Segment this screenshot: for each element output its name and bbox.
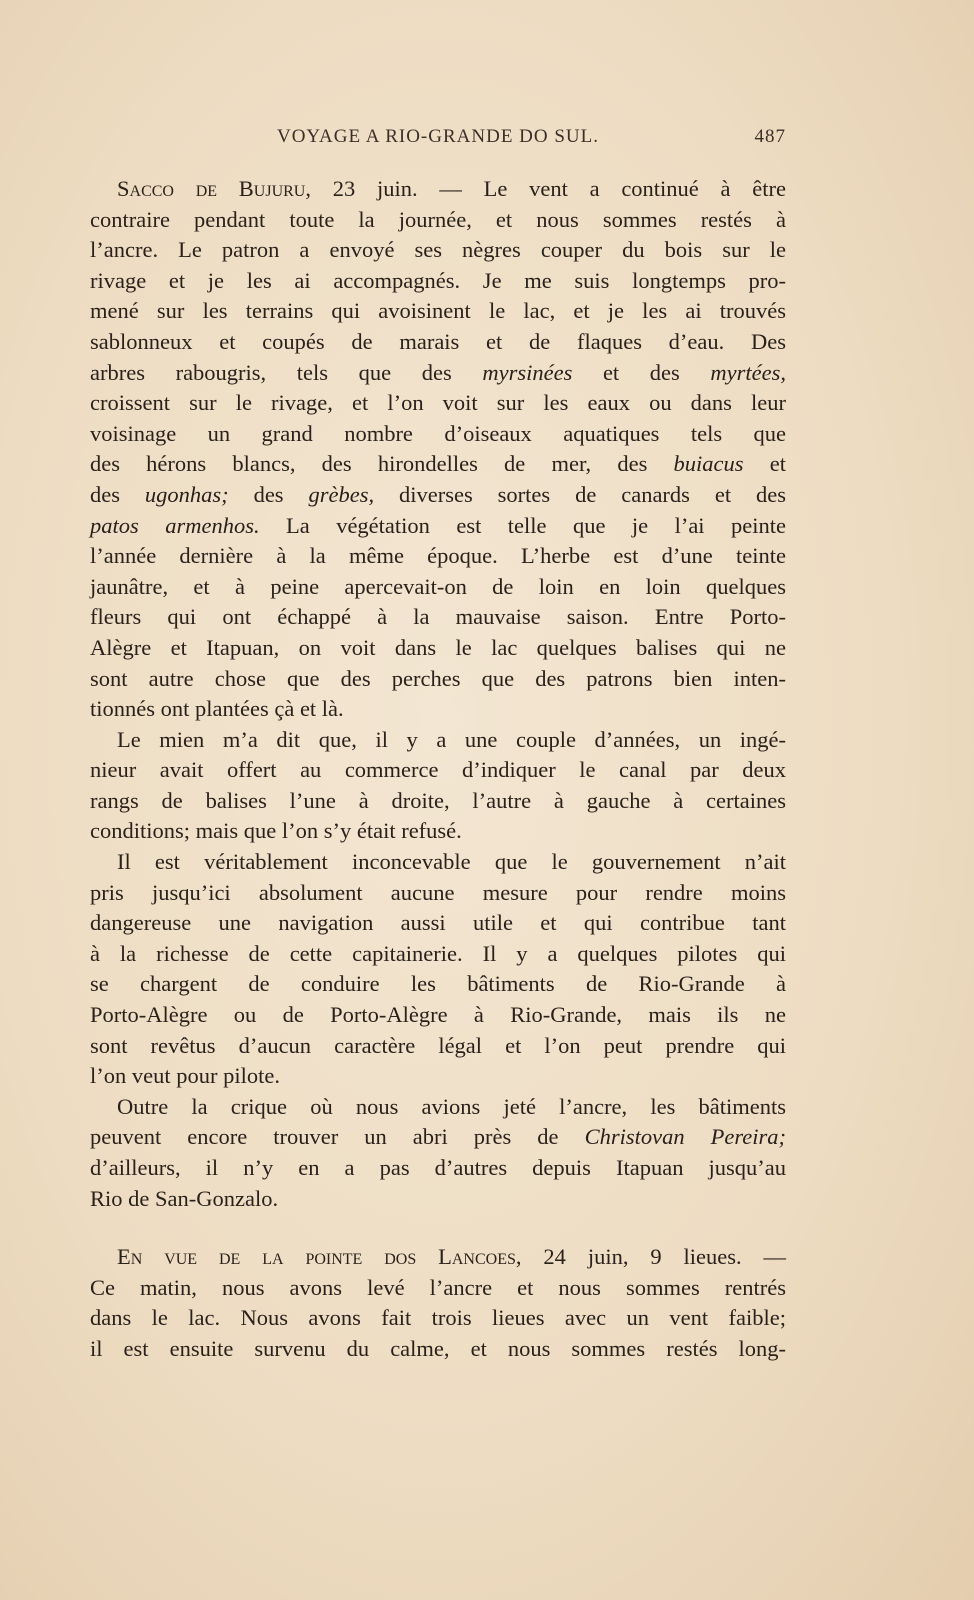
text-segment: à la richesse de cette capitainerie. Il y a quelques pilotes qui <box>90 940 786 966</box>
text-segment: se chargent de conduire les bâtiments de Rio-Grande à <box>90 971 786 997</box>
text-line <box>90 541 786 572</box>
text-line <box>90 388 786 419</box>
text-segment: jaunâtre, et à peine apercevait-on de loin en loin quelques <box>90 573 786 599</box>
text-segment: l’on veut pour pilote. <box>90 1063 280 1089</box>
text-segment: Ce matin, nous avons levé l’ancre et nous sommes rentrés <box>90 1274 786 1300</box>
text-segment: rangs de balises l’une à droite, l’autre à gauche à certaines <box>90 787 786 813</box>
text-segment: Le mien m’a dit que, il y a une couple d’années, un ingé- <box>117 726 786 752</box>
text-line <box>90 1184 786 1215</box>
text-segment: peuvent encore trouver un abri près de <box>90 1124 585 1150</box>
text-segment: rivage et je les ai accompagnés. Je me suis longtemps pro- <box>90 267 786 293</box>
text-line <box>90 908 786 939</box>
text-line <box>90 266 786 297</box>
text-segment: et des <box>572 359 711 385</box>
text-segment: La végétation est telle que je l’ai peinte <box>259 512 786 538</box>
text-line <box>90 969 786 1000</box>
text-line <box>90 572 786 603</box>
text-segment: conditions; mais que l’on s’y était refusé. <box>90 818 462 844</box>
text-line <box>90 327 786 358</box>
text-segment: des <box>90 481 145 507</box>
text-line <box>90 1122 786 1153</box>
text-line <box>90 694 786 725</box>
text-line <box>90 816 786 847</box>
text-line <box>90 1334 786 1365</box>
italic-text: myrsinées <box>482 359 573 385</box>
italic-text: ugonhas; <box>144 481 229 507</box>
page-number: 487 <box>754 126 786 147</box>
text-line <box>90 1061 786 1092</box>
text-line <box>90 725 786 756</box>
text-segment: sont revêtus d’aucun caractère légal et l’on peut prendre qui <box>90 1032 786 1058</box>
italic-text: patos armenhos. <box>90 512 260 538</box>
text-line <box>90 205 786 236</box>
text-segment: 24 juin, 9 lieues. — <box>521 1244 787 1270</box>
text-line <box>90 1092 786 1123</box>
text-line <box>90 235 786 266</box>
text-line <box>90 511 786 542</box>
text-segment: sablonneux et coupés de marais et de flaques d’eau. Des <box>90 328 786 354</box>
text-segment: Rio de San-Gonzalo. <box>90 1185 279 1211</box>
text-line <box>90 419 786 450</box>
text-line <box>90 1273 786 1304</box>
text-segment: sont autre chose que des perches que des patrons bien inten- <box>90 665 786 691</box>
text-line <box>90 939 786 970</box>
text-segment: Outre la crique où nous avions jeté l’ancre, les bâtiments <box>117 1093 786 1119</box>
text-segment: Porto-Alègre ou de Porto-Alègre à Rio-Grande, mais ils ne <box>90 1002 786 1028</box>
text-segment: l’année dernière à la même époque. L’herbe est d’une teinte <box>90 543 786 569</box>
text-segment: des hérons blancs, des hirondelles de mer, des <box>90 451 674 477</box>
text-segment: contraire pendant toute la journée, et nous sommes restés à <box>90 206 786 232</box>
text-line <box>90 878 786 909</box>
italic-text: myrtées, <box>710 359 786 385</box>
text-line <box>90 449 786 480</box>
text-line <box>90 602 786 633</box>
text-segment: dans le lac. Nous avons fait trois lieues avec un vent faible; <box>90 1305 786 1331</box>
text-segment: Il est véritablement inconcevable que le gouvernement n’ait <box>117 849 786 875</box>
text-segment: des <box>228 481 309 507</box>
italic-text: buiacus <box>673 451 744 477</box>
text-line <box>90 633 786 664</box>
italic-text: grèbes, <box>308 481 375 507</box>
text-segment: pris jusqu’ici absolument aucune mesure pour rendre moins <box>90 879 786 905</box>
text-line <box>90 664 786 695</box>
text-line <box>90 358 786 389</box>
text-line <box>90 1153 786 1184</box>
text-line <box>90 786 786 817</box>
text-segment: 23 juin. — Le vent a continué à être <box>311 176 786 201</box>
text-line <box>90 1031 786 1062</box>
italic-text: Christovan Pereira; <box>584 1124 786 1150</box>
text-segment: mené sur les terrains qui avoisinent le lac, et je les ai trouvés <box>90 298 786 324</box>
text-segment: Alègre et Itapuan, on voit dans le lac quelques balises qui ne <box>90 634 786 660</box>
text-line <box>90 174 786 205</box>
text-segment: nieur avait offert au commerce d’indiquer le canal par deux <box>90 757 786 783</box>
text-segment: croissent sur le rivage, et l’on voit sur les eaux ou dans leur <box>90 390 786 416</box>
small-caps-heading: En vue de la pointe dos Lancoes, <box>117 1244 522 1270</box>
text-segment: l’ancre. Le patron a envoyé ses nègres couper du bois sur le <box>90 237 786 263</box>
text-line <box>90 1242 786 1273</box>
text-segment: d’ailleurs, il n’y en a pas d’autres depuis Itapuan jusqu’au <box>90 1155 786 1180</box>
text-line <box>90 296 786 327</box>
small-caps-heading: Sacco de Bujuru, <box>117 176 311 201</box>
text-line <box>90 1000 786 1031</box>
text-line <box>90 755 786 786</box>
text-line <box>90 480 786 511</box>
running-header <box>90 126 786 152</box>
text-segment: dangereuse une navigation aussi utile et qui contribue tant <box>90 910 786 936</box>
text-segment: fleurs qui ont échappé à la mauvaise saison. Entre Porto- <box>90 604 786 630</box>
body-text <box>90 174 786 1365</box>
text-segment: et <box>743 451 786 477</box>
text-line <box>90 1303 786 1334</box>
running-title: VOYAGE A RIO-GRANDE DO SUL. <box>276 126 600 147</box>
text-segment: tionnés ont plantées çà et là. <box>90 696 344 722</box>
text-segment: arbres rabougris, tels que des <box>90 359 483 385</box>
text-segment: il est ensuite survenu du calme, et nous sommes restés long- <box>90 1335 786 1361</box>
text-line <box>90 847 786 878</box>
text-segment: diverses sortes de canards et des <box>374 481 786 507</box>
text-segment: voisinage un grand nombre d’oiseaux aquatiques tels que <box>90 420 786 446</box>
